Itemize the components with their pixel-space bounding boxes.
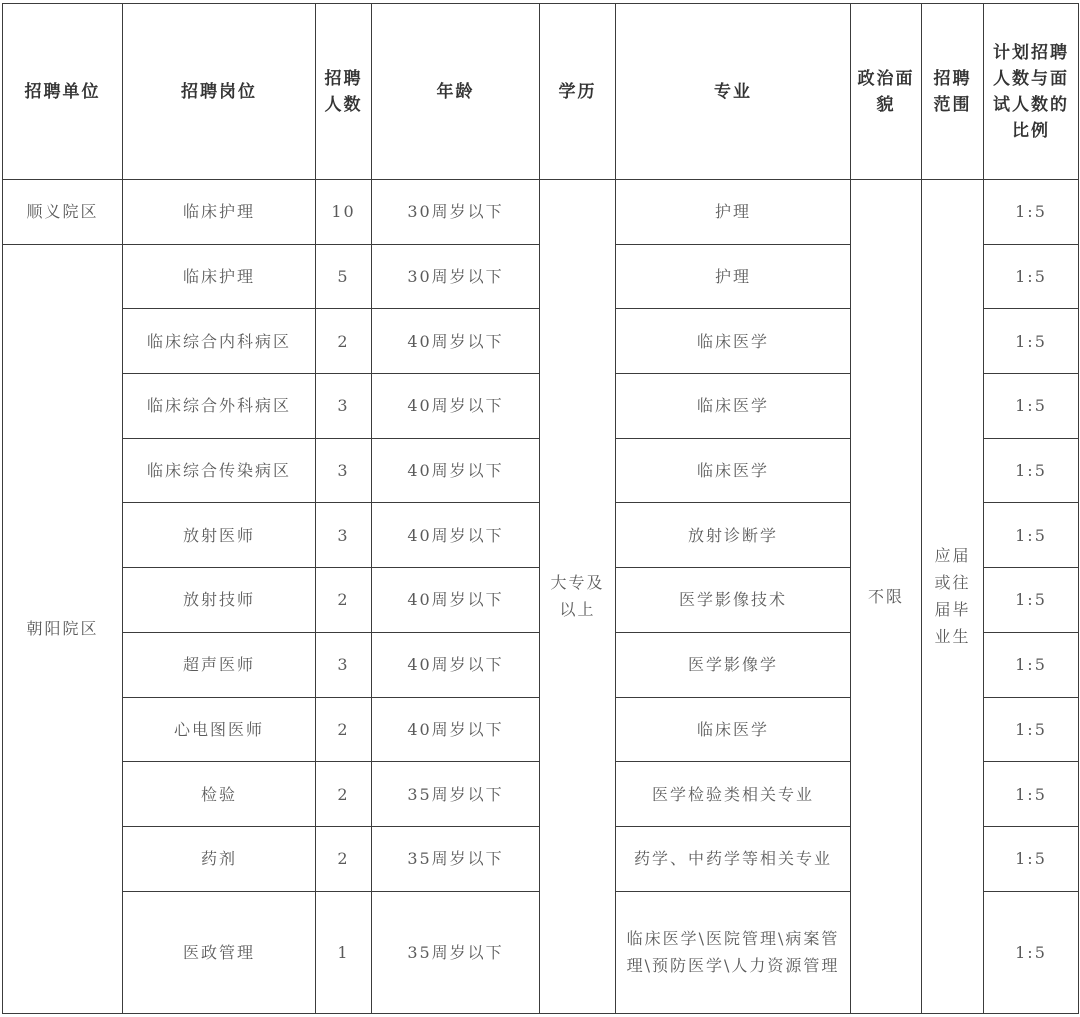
position-cell: 超声医师 xyxy=(123,632,316,697)
age-cell: 40周岁以下 xyxy=(372,568,540,633)
ratio-cell: 1:5 xyxy=(984,309,1079,374)
count-cell: 3 xyxy=(316,632,372,697)
position-cell: 临床综合内科病区 xyxy=(123,309,316,374)
count-cell: 3 xyxy=(316,438,372,503)
count-cell: 2 xyxy=(316,762,372,827)
ratio-cell: 1:5 xyxy=(984,762,1079,827)
major-cell: 临床医学 xyxy=(616,697,851,762)
major-cell: 医学影像学 xyxy=(616,632,851,697)
age-cell: 40周岁以下 xyxy=(372,374,540,439)
recruitment-table xyxy=(2,3,1079,1014)
age-cell: 40周岁以下 xyxy=(372,632,540,697)
count-cell: 5 xyxy=(316,244,372,309)
major-cell: 药学、中药学等相关专业 xyxy=(616,826,851,891)
count-cell: 3 xyxy=(316,374,372,439)
ratio-cell: 1:5 xyxy=(984,568,1079,633)
position-cell: 临床护理 xyxy=(123,180,316,245)
ratio-cell: 1:5 xyxy=(984,891,1079,1013)
major-cell: 临床医学 xyxy=(616,374,851,439)
political-cell: 不限 xyxy=(851,180,922,1014)
major-cell: 临床医学 xyxy=(616,309,851,374)
count-cell: 2 xyxy=(316,826,372,891)
count-cell: 2 xyxy=(316,697,372,762)
major-cell: 临床医学 xyxy=(616,438,851,503)
position-cell: 临床综合外科病区 xyxy=(123,374,316,439)
age-cell: 40周岁以下 xyxy=(372,309,540,374)
age-cell: 40周岁以下 xyxy=(372,438,540,503)
count-cell: 2 xyxy=(316,568,372,633)
position-cell: 临床综合传染病区 xyxy=(123,438,316,503)
position-cell: 药剂 xyxy=(123,826,316,891)
age-cell: 30周岁以下 xyxy=(372,244,540,309)
ratio-cell: 1:5 xyxy=(984,697,1079,762)
count-cell: 2 xyxy=(316,309,372,374)
position-cell: 放射技师 xyxy=(123,568,316,633)
header-scope: 招聘范围 xyxy=(922,4,984,180)
header-ratio: 计划招聘人数与面试人数的比例 xyxy=(984,4,1079,180)
major-cell: 护理 xyxy=(616,244,851,309)
age-cell: 30周岁以下 xyxy=(372,180,540,245)
age-cell: 40周岁以下 xyxy=(372,503,540,568)
position-cell: 医政管理 xyxy=(123,891,316,1013)
unit-cell-shunyi: 顺义院区 xyxy=(3,180,123,245)
major-cell: 放射诊断学 xyxy=(616,503,851,568)
count-cell: 10 xyxy=(316,180,372,245)
count-cell: 1 xyxy=(316,891,372,1013)
major-cell: 临床医学\医院管理\病案管理\预防医学\人力资源管理 xyxy=(616,891,851,1013)
header-major: 专业 xyxy=(616,4,851,180)
header-count: 招聘人数 xyxy=(316,4,372,180)
header-education: 学历 xyxy=(540,4,616,180)
age-cell: 35周岁以下 xyxy=(372,762,540,827)
position-cell: 检验 xyxy=(123,762,316,827)
age-cell: 35周岁以下 xyxy=(372,826,540,891)
position-cell: 临床护理 xyxy=(123,244,316,309)
age-cell: 35周岁以下 xyxy=(372,891,540,1013)
header-age: 年龄 xyxy=(372,4,540,180)
header-political: 政治面貌 xyxy=(851,4,922,180)
position-cell: 放射医师 xyxy=(123,503,316,568)
ratio-cell: 1:5 xyxy=(984,180,1079,245)
count-cell: 3 xyxy=(316,503,372,568)
unit-cell-chaoyang: 朝阳院区 xyxy=(3,244,123,1013)
ratio-cell: 1:5 xyxy=(984,374,1079,439)
header-position: 招聘岗位 xyxy=(123,4,316,180)
ratio-cell: 1:5 xyxy=(984,438,1079,503)
major-cell: 护理 xyxy=(616,180,851,245)
scope-cell: 应届或往届毕业生 xyxy=(922,180,984,1014)
major-cell: 医学影像技术 xyxy=(616,568,851,633)
ratio-cell: 1:5 xyxy=(984,244,1079,309)
ratio-cell: 1:5 xyxy=(984,826,1079,891)
education-cell: 大专及以上 xyxy=(540,180,616,1014)
position-cell: 心电图医师 xyxy=(123,697,316,762)
table-body xyxy=(3,4,1079,1014)
ratio-cell: 1:5 xyxy=(984,503,1079,568)
ratio-cell: 1:5 xyxy=(984,632,1079,697)
table-row xyxy=(3,180,1079,245)
header-unit: 招聘单位 xyxy=(3,4,123,180)
major-cell: 医学检验类相关专业 xyxy=(616,762,851,827)
age-cell: 40周岁以下 xyxy=(372,697,540,762)
header-row xyxy=(3,4,1079,180)
